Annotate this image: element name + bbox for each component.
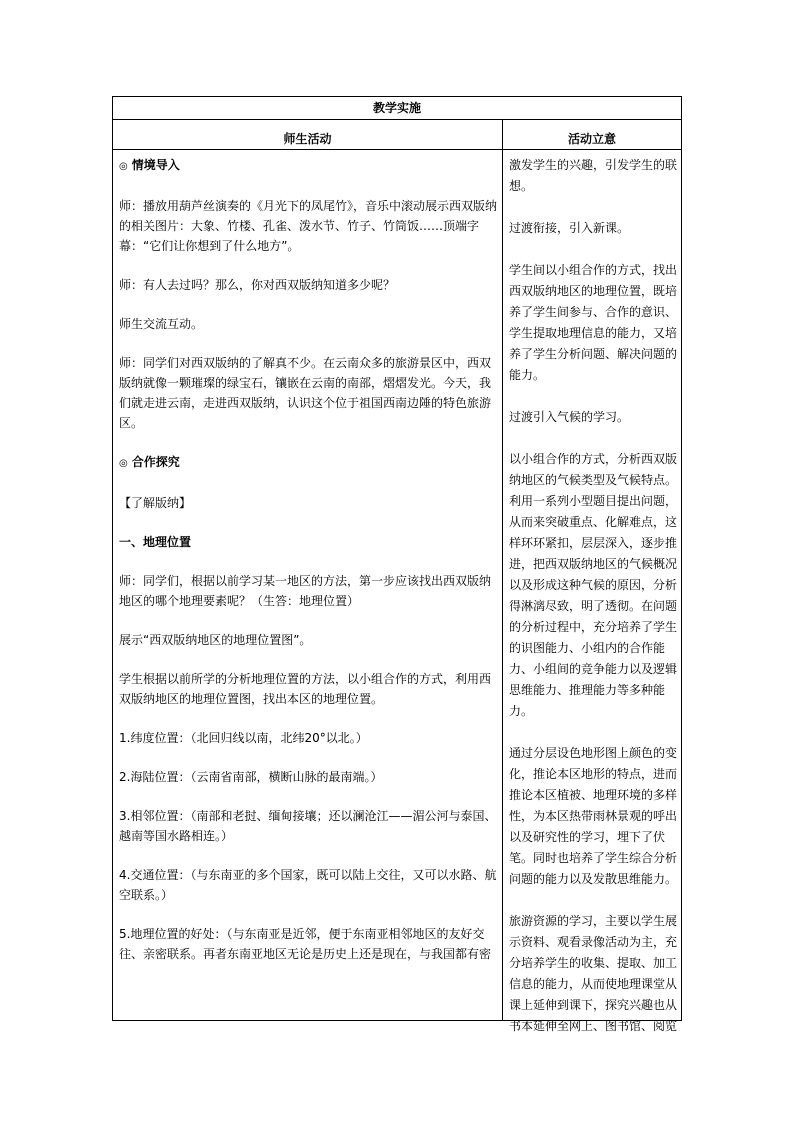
- right-column-header: 活动立意: [567, 132, 616, 146]
- intent-paragraph: 过渡引入气候的学习。: [509, 410, 630, 424]
- table-title: 教学实施: [372, 101, 421, 115]
- column-divider: [502, 119, 503, 1020]
- list-item: 5.地理位置的好处：（与东南亚是近邻，便于东南亚相邻地区的友好交往、亲密联系。再者东南亚地区无论是历史上还是现在，与我国都有密: [119, 927, 492, 961]
- section-heading-intro: [119, 155, 499, 177]
- paragraph: 师生交流互动。: [119, 317, 204, 331]
- paragraph: 展示“西双版纳地区的地理位置图”。: [119, 633, 312, 647]
- section-title: 情境导入: [131, 158, 180, 172]
- list-item: 1.纬度位置：（北回归线以南，北纬20°以北。）: [119, 731, 368, 745]
- intent-paragraph: 过渡衔接，引入新课。: [509, 221, 630, 235]
- paragraph: 师：播放用葫芦丝演奏的《月光下的凤尾竹》，音乐中滚动展示西双版纳的相关图片：大象、竹楼、孔雀、泼水节、竹子、竹筒饭……顶端字幕：“它们让你想到了什么地方”。: [119, 199, 498, 253]
- bullet-icon: ◎: [119, 458, 128, 469]
- intent-paragraph: 以小组合作的方式，分析西双版纳地区的气候类型及气候特点。利用一系列小型题目提出问题，从而来突破重点、化解难点，这样环环紧扣，层层深入，逐步推进，把西双版纳地区的气候概况以及形成这种气候的原因，分析得淋漓尽致，明了透彻。在问题的分析过程中，充分培养了学生的识图能力、小组内的合作能力、小组间的竞争能力以及逻辑思维能力、推理能力等多种能力。: [509, 452, 678, 718]
- section-heading-explore: [119, 452, 499, 474]
- list-item: 4.交通位置：（与东南亚的多个国家，既可以陆上交往，又可以水路、航空联系。）: [119, 868, 497, 902]
- teaching-table: [112, 96, 682, 1033]
- list-item: 3.相邻位置：（南部和老挝、缅甸接壤；还以澜沧江——湄公河与泰国、越南等国水路相连。）: [119, 809, 497, 843]
- intent-paragraph: 旅游资源的学习，主要以学生展示资料、观看录像活动为主，充分培养学生的收集、提取、加工信息的能力，从而使地理课堂从课上延伸到课下，探究兴趣也从书本延伸至网上、图书馆、阅览: [509, 914, 678, 1033]
- teacher-student-activities: [119, 155, 499, 964]
- section-title: 合作探究: [131, 455, 180, 469]
- row-divider: [113, 149, 681, 150]
- paragraph: 师：同学们对西双版纳的了解真不少。在云南众多的旅游景区中，西双版纳就像一颗璀璨的绿宝石，镶嵌在云南的南部，熠熠发光。今天，我们就走进云南，走进西双版纳，认识这个位于祖国西南边陲的特色旅游区。: [119, 356, 492, 430]
- subsection-heading: 一、地理位置: [119, 535, 192, 549]
- bullet-icon: ◎: [119, 161, 128, 172]
- row-divider: [113, 119, 681, 120]
- intent-paragraph: 激发学生的兴趣，引发学生的联想。: [509, 158, 678, 193]
- list-item: 2.海陆位置：（云南省南部，横断山脉的最南端。）: [119, 770, 383, 784]
- paragraph: 师：同学们，根据以前学习某一地区的方法，第一步应该找出西双版纳地区的哪个地理要素呢？（生答：地理位置）: [119, 574, 492, 608]
- paragraph: 师：有人去过吗？那么，你对西双版纳知道多少呢？: [119, 278, 396, 292]
- activity-intent: [509, 155, 679, 1037]
- left-column-header: 师生活动: [283, 132, 332, 146]
- subsection-label: 【了解版纳】: [119, 496, 192, 510]
- intent-paragraph: 学生间以小组合作的方式，找出西双版纳地区的地理位置，既培养了学生间参与、合作的意识、学生提取地理信息的能力，又培养了学生分析问题、解决问题的能力。: [509, 263, 678, 382]
- intent-paragraph: 通过分层设色地形图上颜色的变化，推论本区地形的特点，进而推论本区植被、地理环境的多样性，为本区热带雨林景观的呼出以及研究性的学习，埋下了伏笔。同时也培养了学生综合分析问题的能力以及发散思维能力。: [509, 746, 678, 886]
- paragraph: 学生根据以前所学的分析地理位置的方法，以小组合作的方式，利用西双版纳地区的地理位置图，找出本区的地理位置。: [119, 672, 492, 706]
